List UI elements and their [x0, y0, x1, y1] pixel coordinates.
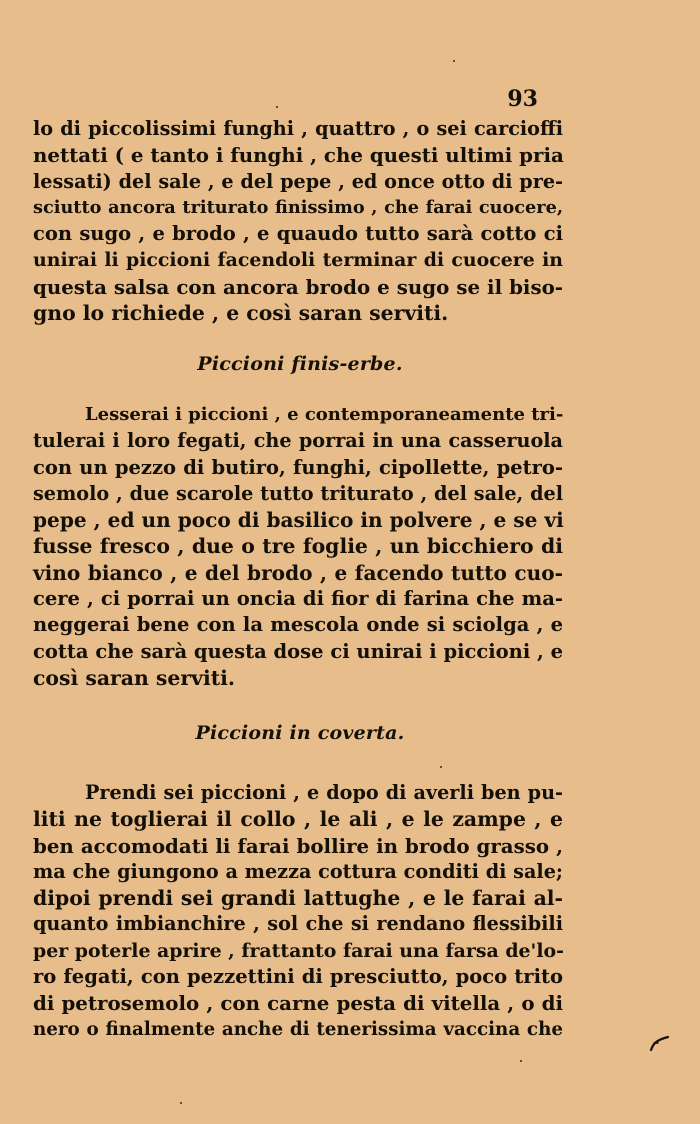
- page-number: 93: [507, 86, 538, 112]
- text-line: per poterle aprire , frattanto farai una farsa de'lo-: [33, 939, 564, 962]
- paper-speck: [453, 60, 455, 62]
- text-line: unirai li piccioni facendoli terminar di cuocere in: [33, 249, 563, 272]
- text-line: gno lo richiede , e così saran serviti.: [33, 301, 449, 326]
- text-line: ro fegati, con pezzettini di presciutto, poco trito: [33, 965, 563, 989]
- section-heading-in-coverta: Piccioni in coverta.: [195, 722, 405, 744]
- text-line: neggerai bene con la mescola onde si sciolga , e: [33, 613, 563, 637]
- paragraph-finis-erbe: [33, 402, 563, 691]
- text-line: quanto imbianchire , sol che si rendano flessibili: [33, 912, 563, 936]
- section-heading-finis-erbe: Piccioni finis-erbe.: [197, 353, 403, 375]
- text-line: di petrosemolo , con carne pesta di vitella , o di: [33, 991, 563, 1016]
- text-line: così saran serviti.: [33, 665, 235, 690]
- text-line: con un pezzo di butiro, funghi, cipollette, petro-: [33, 455, 563, 479]
- paper-speck: [440, 766, 442, 768]
- paper-speck: [276, 106, 278, 108]
- text-line: Lesserai i piccioni , e contemporaneamente tri-: [85, 404, 564, 425]
- intro-paragraph: [33, 116, 563, 326]
- text-line: con sugo , e brodo , e quaudo tutto sarà cotto ci: [33, 222, 563, 246]
- text-line: ben accomodati li farai bollire in brodo grasso ,: [33, 833, 563, 858]
- text-line: nettati ( e tanto i funghi , che questi ultimi pria: [33, 143, 564, 168]
- text-line: lessati) del sale , e del pepe , ed once otto di pre-: [33, 169, 563, 193]
- text-line: ma che giungono a mezza cottura conditi di sale;: [33, 859, 563, 883]
- text-line: tulerai i loro fegati, che porrai in una casseruola: [33, 429, 563, 453]
- text-line: sciutto ancora triturato finissimo , che farai cuocere,: [33, 196, 563, 218]
- paper-speck: [520, 1060, 522, 1062]
- ink-mark-icon: [648, 1032, 670, 1052]
- paper-speck: [180, 1102, 182, 1104]
- paragraph-in-coverta: [33, 780, 563, 1043]
- text-line: lo di piccolissimi funghi , quattro , o sei carcioffi: [33, 117, 563, 140]
- text-line: nero o finalmente anche di tenerissima vaccina che: [33, 1018, 563, 1040]
- text-line: cotta che sarà questa dose ci unirai i piccioni , e: [33, 639, 564, 663]
- text-line: dipoi prendi sei grandi lattughe , e le farai al-: [33, 886, 563, 911]
- text-line: cere , ci porrai un oncia di fior di farina che ma-: [33, 587, 563, 611]
- text-line: fusse fresco , due o tre foglie , un bicchiero di: [33, 534, 563, 559]
- text-line: liti ne toglierai il collo , le ali , e le zampe , e: [33, 807, 563, 832]
- text-line: semolo , due scarole tutto triturato , del sale, del: [33, 481, 563, 505]
- text-line: pepe , ed un poco di basilico in polvere , e se vi: [33, 508, 564, 533]
- text-line: vino bianco , e del brodo , e facendo tutto cuo-: [33, 560, 563, 585]
- text-line: Prendi sei piccioni , e dopo di averli ben pu-: [85, 781, 563, 804]
- text-line: questa salsa con ancora brodo e sugo se il biso-: [33, 274, 563, 299]
